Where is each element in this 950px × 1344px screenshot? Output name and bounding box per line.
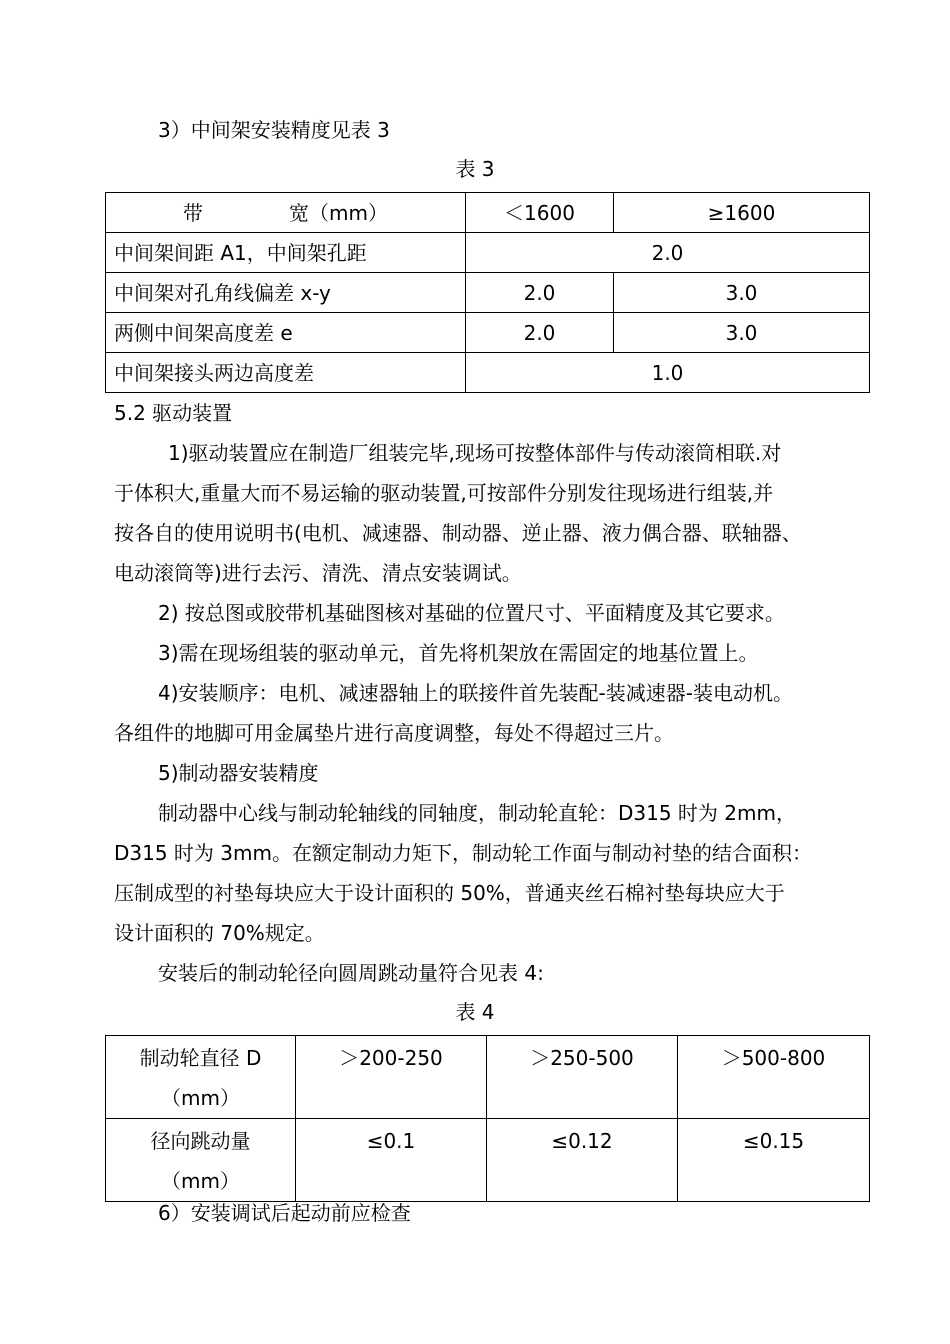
header-label-a: 带 (183, 200, 204, 225)
item3-heading: 3）中间架安装精度见表 3 (158, 118, 390, 142)
paragraph-line: 设计面积的 70%规定。 (114, 921, 325, 945)
paragraph-line: 按各自的使用说明书(电机、减速器、制动器、逆止器、液力偶合器、联轴器、 (114, 521, 802, 545)
table4 (105, 1035, 870, 1202)
paragraph-line: 4)安装顺序：电机、减速器轴上的联接件首先装配-装减速器-装电动机。 (158, 681, 793, 705)
cell-value: ≤0.12 (551, 1129, 613, 1153)
paragraph-line: 于体积大,重量大而不易运输的驱动装置,可按部件分别发往现场进行组装,并 (114, 481, 774, 505)
table3-row-label: 两侧中间架高度差 e (106, 313, 466, 353)
table4-cell (296, 1119, 487, 1202)
paragraph-line: 安装后的制动轮径向圆周跳动量符合见表 4: (158, 961, 544, 985)
table3-header-lt1600: ＜1600 (466, 193, 614, 233)
label-unit: （mm） (161, 1086, 240, 1110)
paragraph-line: 各组件的地脚可用金属垫片进行高度调整，每处不得超过三片。 (114, 721, 674, 745)
table4-row-label (106, 1036, 296, 1119)
table-row (106, 233, 870, 273)
table3-row-label: 中间架对孔角线偏差 x-y (106, 273, 466, 313)
table3-row-label: 中间架接头两边高度差 (106, 353, 466, 393)
table3 (105, 192, 870, 393)
table4-caption: 表 4 (455, 1000, 495, 1024)
paragraph-line: 5)制动器安装精度 (158, 761, 319, 785)
item6-heading: 6）安装调试后起动前应检查 (158, 1201, 411, 1225)
table3-row-label: 中间架间距 A1，中间架孔距 (106, 233, 466, 273)
table3-header-width (106, 193, 466, 233)
table3-cell: 3.0 (614, 273, 870, 313)
table4-row-label (106, 1119, 296, 1202)
table-row (106, 1119, 870, 1202)
table3-caption: 表 3 (455, 157, 495, 181)
table4-cell (296, 1036, 487, 1119)
paragraph-line: 制动器中心线与制动轮轴线的同轴度，制动轮直轮：D315 时为 2mm， (158, 801, 796, 825)
table3-cell: 3.0 (614, 313, 870, 353)
paragraph-line: 2) 按总图或胶带机基础图核对基础的位置尺寸、平面精度及其它要求。 (158, 601, 785, 625)
table3-header-ge1600: ≥1600 (614, 193, 870, 233)
header-label-b: 宽（mm） (289, 200, 388, 225)
table3-merged-value: 1.0 (466, 353, 870, 393)
table-row (106, 313, 870, 353)
paragraph-line: 电动滚筒等)进行去污、清洗、清点安装调试。 (114, 561, 522, 585)
label-line: 径向跳动量 (150, 1129, 251, 1153)
table-row (106, 193, 870, 233)
paragraph-line: 1)驱动装置应在制造厂组装完毕,现场可按整体部件与传动滚筒相联.对 (168, 441, 782, 465)
table4-cell (487, 1119, 678, 1202)
table3-cell: 2.0 (466, 313, 614, 353)
cell-value: ≤0.15 (742, 1129, 805, 1153)
paragraph-line: D315 时为 3mm。在额定制动力矩下，制动轮工作面与制动衬垫的结合面积： (114, 841, 812, 865)
cell-value: ≤0.1 (366, 1129, 416, 1153)
table-row (106, 353, 870, 393)
table-row (106, 273, 870, 313)
table4-cell (678, 1119, 870, 1202)
table4-cell (487, 1036, 678, 1119)
cell-value: ＞500-800 (721, 1046, 826, 1070)
table4-cell (678, 1036, 870, 1119)
cell-value: ＞250-500 (530, 1046, 634, 1070)
cell-value: ＞200-250 (339, 1046, 443, 1070)
label-line: 制动轮直径 D (139, 1046, 262, 1070)
table-row (106, 1036, 870, 1119)
label-unit: （mm） (161, 1169, 240, 1193)
paragraph-line: 3)需在现场组装的驱动单元，首先将机架放在需固定的地基位置上。 (158, 641, 759, 665)
paragraph-line: 压制成型的衬垫每块应大于设计面积的 50%，普通夹丝石棉衬垫每块应大于 (114, 881, 785, 905)
section-heading: 5.2 驱动装置 (114, 401, 233, 425)
table3-merged-value: 2.0 (466, 233, 870, 273)
table3-cell: 2.0 (466, 273, 614, 313)
